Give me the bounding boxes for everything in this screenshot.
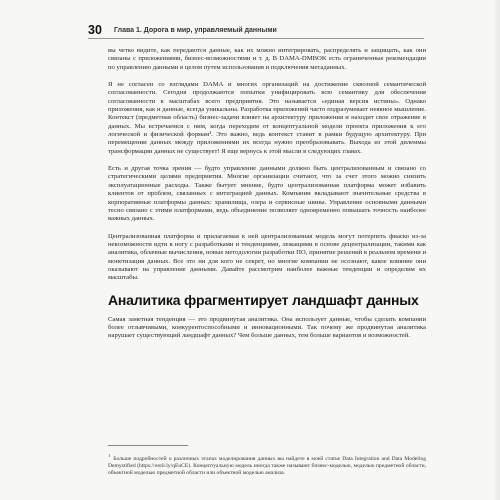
footnote-text: Больше подробностей о различных этапах моделирования данных вы найдете в моей статье Data Integration and Data Modeling Demystified (https://oreil.ly/qEuCE). Концептуальную модель иногда также называют бизнес-моделью, моделью предметной области, объектной моделью предметной области или объектной моделью анализа. (108, 455, 426, 477)
body-text (108, 47, 426, 349)
paragraph: Есть и другая точка зрения — будто управление данными должно быть централизованным и связано со стратегическими целями предприятия. Многие организации считают, что за счет этого можно снизить эксплуатационные расходы. Также бытует мнение, будто централизованная платформа может избавить клиентов от проблем, связанных с интеграцией данных. Компании вкладывают значительные средства в корпоративные платформы данных: хранилища, озера и сервисные шины. Управление основными данными тесно связано с этими платформами, ведь объединение позволяет одновременно повышать точность наиболее важных данных. (108, 165, 426, 223)
paragraph: Централизованная платформа и прилагаемая к ней централизованная модель могут потерпеть фиаско из-за невозможности идти в ногу с разработками и тенденциями, лежащими в основе децентрализации, такими как аналитика, облачные вычисления, новые методологии разработки ПО, принятие решений в реальном времени и монетизация данных. Все это ни для кого не секрет, но многие компании не осознают, какое влияние они оказывают на управление данными. Давайте рассмотрим наиболее важные тенденции и определим их масштабы. (108, 232, 426, 282)
running-title: Глава 1. Дорога в мир, управляемый данными (114, 26, 277, 34)
footnote-divider (108, 445, 188, 446)
section-paragraph: Самая заметная тенденция — это продвинутая аналитика. Она использует данные, чтобы сделать компании более отзывчивыми, конкурентоспособными и инновационными. Так почему же продвинутая аналитика нарушает существующий ландшафт данных? Чем больше данных, тем больше вариантов и возможностей. (108, 315, 426, 340)
page-header (88, 22, 424, 39)
section-heading: Аналитика фрагментирует ландшафт данных (108, 291, 419, 308)
footnote (108, 452, 426, 477)
paragraph: вы четко видите, как передаются данные, как их можно интегрировать, распределять и защищать, как они связаны с приложениями, бизнес-возможностями и т. д. В DAMA-DMBOK есть ограниченные рекомендации по управлению данными в целом путем использования и подключения метаданных. (108, 47, 426, 71)
paragraph: Я не согласен со взглядами DAMA и многих организаций на достижение сквозной семантической согласованности. Сегодня продолжаются попытки унифицировать всю семантику для обеспечения согласованности в масштабах всего предприятия. Это называется «единая версия истины». Однако приложения, как и данные, всегда уникальны. Разработка приложений часто подразумевает неявное мышление. Контекст (предметная область) бизнес-задачи влияет на архитектуру приложения и находит свое отражение в данных. Мы встречаемся с ним, когда переходим от концептуальной модели проекта приложения к его логической и физической формам¹. Это важно, ведь контекст ставит в рамки будущую архитектуру. При перемещении данных между приложениями их всегда нужно преобразовывать. Выхода из этой дилеммы трансформации данных не существует! Я еще вернусь к этой мысли в следующих главах. (108, 81, 426, 155)
footnote-marker: 1 (108, 453, 111, 458)
page-edge-shadow (494, 0, 500, 500)
page-number: 30 (88, 23, 102, 37)
